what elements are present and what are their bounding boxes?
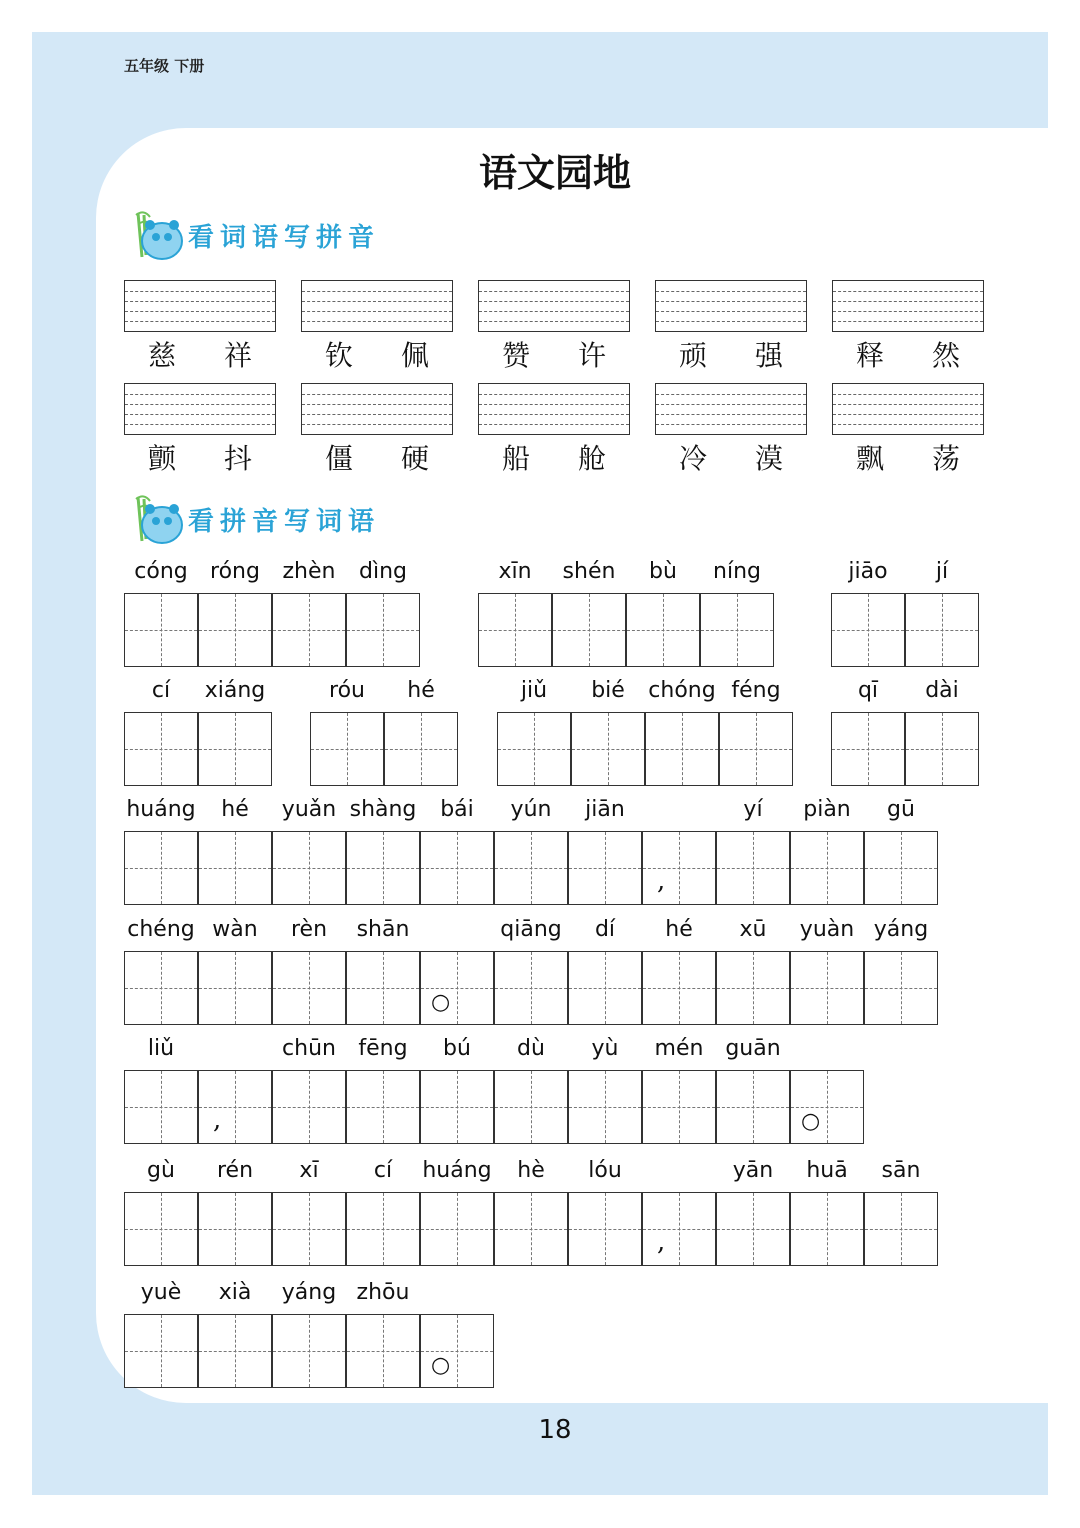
word-character: 祥	[223, 339, 252, 372]
character-grid-cell[interactable]	[642, 831, 716, 905]
pinyin-syllable: rén	[216, 1158, 254, 1183]
grid-guide-vertical	[161, 713, 162, 785]
grid-guide-vertical	[235, 1315, 236, 1387]
writing-line	[833, 321, 983, 322]
pinyin-syllable: xià	[218, 1280, 252, 1305]
character-grid-cell[interactable]	[124, 1314, 198, 1388]
character-grid-cell[interactable]	[719, 712, 793, 786]
pinyin-answer-box[interactable]	[478, 280, 630, 332]
character-grid-cell[interactable]	[568, 831, 642, 905]
pinyin-syllable: yí	[743, 797, 763, 822]
character-grid-cell[interactable]	[124, 951, 198, 1025]
word	[832, 334, 984, 374]
pinyin-answer-box[interactable]	[124, 383, 276, 435]
character-grid-cell[interactable]	[420, 1314, 494, 1388]
grid-guide-vertical	[605, 1071, 606, 1143]
pinyin-syllable: shén	[562, 559, 616, 584]
writing-line	[833, 404, 983, 405]
word-character: 颤	[147, 442, 176, 475]
word	[832, 437, 984, 477]
grid-guide-vertical	[309, 832, 310, 904]
character-grid-cell[interactable]	[864, 1192, 938, 1266]
pinyin-syllable: bái	[440, 797, 474, 822]
character-grid-cell[interactable]	[346, 1314, 420, 1388]
word-character: 抖	[223, 442, 252, 475]
character-grid-cell[interactable]	[568, 1192, 642, 1266]
pinyin-syllable: zhèn	[282, 559, 336, 584]
pinyin-syllable: hè	[517, 1158, 545, 1183]
pinyin-syllable: lóu	[588, 1158, 622, 1183]
character-grid-cell[interactable]	[494, 1070, 568, 1144]
grid-guide-vertical	[309, 1071, 310, 1143]
section-title: 看词语写拼音	[188, 223, 381, 253]
writing-line	[479, 404, 629, 405]
character-grid-cell[interactable]	[568, 951, 642, 1025]
character-grid-cell[interactable]	[790, 831, 864, 905]
pinyin-syllable: cí	[373, 1158, 393, 1183]
pinyin-syllable: mén	[654, 1036, 704, 1061]
character-grid-cell[interactable]	[420, 1192, 494, 1266]
character-grid-cell[interactable]	[198, 1314, 272, 1388]
grid-guide-vertical	[605, 832, 606, 904]
pinyin-syllable: dài	[925, 678, 959, 703]
grid-guide-vertical	[235, 713, 236, 785]
character-grid-cell[interactable]	[716, 1192, 790, 1266]
word-character: 强	[754, 339, 783, 372]
word-character: 船	[501, 442, 530, 475]
pinyin-syllable: yuè	[140, 1280, 182, 1305]
character-grid-cell[interactable]	[272, 1314, 346, 1388]
word	[124, 437, 276, 477]
pinyin-syllable: rèn	[290, 917, 328, 942]
grid-guide-vertical	[531, 1071, 532, 1143]
character-grid-cell[interactable]	[346, 593, 420, 667]
pinyin-syllable: xī	[299, 1158, 319, 1183]
pinyin-answer-box[interactable]	[655, 280, 807, 332]
pinyin-syllable: hé	[221, 797, 249, 822]
pinyin-syllable: shàng	[349, 797, 417, 822]
grid-guide-vertical	[161, 1315, 162, 1387]
pinyin-answer-box[interactable]	[655, 383, 807, 435]
writing-line	[833, 311, 983, 312]
pinyin-answer-box[interactable]	[301, 383, 453, 435]
character-grid-cell[interactable]	[494, 831, 568, 905]
pinyin-syllable: bú	[443, 1036, 471, 1061]
grid-guide-vertical	[534, 713, 535, 785]
grid-guide-vertical	[457, 1071, 458, 1143]
word	[655, 437, 807, 477]
word	[301, 437, 453, 477]
grade-label: 五年级 下册	[124, 57, 205, 75]
word-character: 顽	[678, 339, 707, 372]
character-grid-cell[interactable]	[716, 951, 790, 1025]
grid-guide-vertical	[531, 1193, 532, 1265]
character-grid-cell[interactable]	[478, 593, 552, 667]
grid-guide-vertical	[827, 952, 828, 1024]
pinyin-answer-box[interactable]	[832, 383, 984, 435]
grid-guide-vertical	[235, 1193, 236, 1265]
grid-guide-vertical	[383, 1193, 384, 1265]
writing-line	[302, 291, 452, 292]
grid-guide-vertical	[235, 832, 236, 904]
punctuation-mark: ○	[801, 1109, 821, 1134]
pinyin-syllable: yáng	[873, 917, 929, 942]
writing-line	[656, 321, 806, 322]
word	[478, 334, 630, 374]
pinyin-syllable: xiáng	[204, 678, 266, 703]
character-grid-cell[interactable]	[198, 831, 272, 905]
character-grid-cell[interactable]	[384, 712, 458, 786]
word-character: 漠	[754, 442, 783, 475]
writing-line	[833, 414, 983, 415]
pinyin-syllable: shān	[356, 917, 410, 942]
pinyin-syllable: yù	[591, 1036, 619, 1061]
character-grid-cell[interactable]	[905, 712, 979, 786]
pinyin-answer-box[interactable]	[832, 280, 984, 332]
pinyin-syllable: yuǎn	[281, 797, 337, 822]
character-grid-cell[interactable]	[645, 712, 719, 786]
grid-guide-vertical	[753, 1193, 754, 1265]
pinyin-syllable: jiān	[585, 797, 625, 822]
writing-line	[656, 301, 806, 302]
writing-line	[302, 301, 452, 302]
punctuation-mark: ,	[657, 1227, 666, 1257]
character-grid-cell[interactable]	[198, 712, 272, 786]
pinyin-syllable: wàn	[212, 917, 258, 942]
writing-line	[125, 414, 275, 415]
character-grid-cell[interactable]	[272, 831, 346, 905]
section-title: 看拼音写词语	[188, 507, 381, 537]
grid-guide-vertical	[679, 1071, 680, 1143]
character-grid-cell[interactable]	[790, 1192, 864, 1266]
grid-guide-vertical	[309, 952, 310, 1024]
grid-guide-vertical	[737, 594, 738, 666]
grid-guide-vertical	[383, 594, 384, 666]
pinyin-syllable: fēng	[358, 1036, 408, 1061]
grid-guide-vertical	[457, 1193, 458, 1265]
writing-line	[479, 424, 629, 425]
character-grid-cell[interactable]	[272, 1070, 346, 1144]
word	[655, 334, 807, 374]
grid-guide-vertical	[235, 594, 236, 666]
grid-guide-vertical	[457, 952, 458, 1024]
pinyin-syllable: huáng	[422, 1158, 492, 1183]
grid-guide-vertical	[235, 952, 236, 1024]
character-grid-cell[interactable]	[272, 593, 346, 667]
writing-line	[656, 404, 806, 405]
character-grid-cell[interactable]	[346, 951, 420, 1025]
word-character: 钦	[324, 339, 353, 372]
writing-line	[833, 291, 983, 292]
word-character: 舱	[577, 442, 606, 475]
pinyin-syllable: chóng	[648, 678, 716, 703]
writing-line	[125, 424, 275, 425]
grid-guide-vertical	[663, 594, 664, 666]
character-grid-cell[interactable]	[552, 593, 626, 667]
grid-guide-vertical	[383, 1315, 384, 1387]
page-title: 语文园地	[478, 150, 631, 195]
character-grid-cell[interactable]	[831, 593, 905, 667]
pinyin-syllable: gù	[147, 1158, 175, 1183]
character-grid-cell[interactable]	[124, 1192, 198, 1266]
pinyin-syllable: zhōu	[356, 1280, 410, 1305]
writing-line	[125, 301, 275, 302]
character-grid-cell[interactable]	[346, 1070, 420, 1144]
word-character: 僵	[324, 442, 353, 475]
grid-guide-vertical	[161, 1071, 162, 1143]
writing-line	[656, 394, 806, 395]
character-grid-cell[interactable]	[198, 1192, 272, 1266]
pinyin-syllable: guān	[725, 1036, 781, 1061]
character-grid-cell[interactable]	[790, 951, 864, 1025]
grid-guide-vertical	[161, 952, 162, 1024]
word-character: 释	[855, 339, 884, 372]
writing-line	[479, 311, 629, 312]
grid-guide-vertical	[753, 952, 754, 1024]
pinyin-syllable: hé	[407, 678, 435, 703]
character-grid-cell[interactable]	[494, 1192, 568, 1266]
pinyin-syllable: hé	[665, 917, 693, 942]
writing-line	[125, 291, 275, 292]
pinyin-answer-box[interactable]	[124, 280, 276, 332]
panda-icon	[124, 489, 188, 549]
pinyin-syllable: gū	[887, 797, 915, 822]
character-grid-cell[interactable]	[124, 712, 198, 786]
word-character: 佩	[400, 339, 429, 372]
character-grid-cell[interactable]	[642, 1070, 716, 1144]
character-grid-cell[interactable]	[700, 593, 774, 667]
character-grid-cell[interactable]	[790, 1070, 864, 1144]
grid-guide-vertical	[753, 1071, 754, 1143]
word-character: 慈	[147, 339, 176, 372]
character-grid-cell[interactable]	[346, 831, 420, 905]
pinyin-syllable: róng	[210, 559, 260, 584]
grid-guide-vertical	[756, 713, 757, 785]
grid-guide-vertical	[753, 832, 754, 904]
writing-line	[302, 414, 452, 415]
pinyin-syllable: liǔ	[147, 1036, 175, 1061]
pinyin-syllable: níng	[713, 559, 761, 584]
writing-line	[833, 301, 983, 302]
grid-guide-vertical	[235, 1071, 236, 1143]
character-grid-cell[interactable]	[716, 831, 790, 905]
grid-guide-vertical	[942, 594, 943, 666]
writing-line	[479, 414, 629, 415]
writing-line	[479, 301, 629, 302]
grid-guide-vertical	[457, 832, 458, 904]
panda-icon	[124, 205, 188, 265]
writing-line	[125, 404, 275, 405]
word	[478, 437, 630, 477]
writing-line	[302, 311, 452, 312]
character-grid-cell[interactable]	[626, 593, 700, 667]
grid-guide-vertical	[161, 1193, 162, 1265]
word-character: 飘	[855, 442, 884, 475]
grid-guide-vertical	[515, 594, 516, 666]
grid-guide-vertical	[383, 1071, 384, 1143]
pinyin-syllable: cóng	[134, 559, 188, 584]
grid-guide-vertical	[605, 952, 606, 1024]
character-grid-cell[interactable]	[905, 593, 979, 667]
pinyin-syllable: jiāo	[848, 559, 888, 584]
grid-guide-vertical	[679, 1193, 680, 1265]
character-grid-cell[interactable]	[310, 712, 384, 786]
grid-guide-vertical	[827, 1071, 828, 1143]
writing-line	[302, 424, 452, 425]
pinyin-syllable: dìng	[359, 559, 407, 584]
character-grid-cell[interactable]	[642, 951, 716, 1025]
word-character: 荡	[931, 442, 960, 475]
grid-guide-vertical	[309, 1193, 310, 1265]
character-grid-cell[interactable]	[568, 1070, 642, 1144]
character-grid-cell[interactable]	[124, 593, 198, 667]
pinyin-syllable: sān	[881, 1158, 921, 1183]
grid-guide-vertical	[531, 832, 532, 904]
grid-guide-vertical	[827, 1193, 828, 1265]
grid-guide-vertical	[309, 594, 310, 666]
grid-guide-vertical	[161, 832, 162, 904]
pinyin-syllable: piàn	[803, 797, 851, 822]
grid-guide-vertical	[421, 713, 422, 785]
grid-guide-vertical	[161, 594, 162, 666]
page-number: 18	[538, 1415, 572, 1445]
word	[301, 334, 453, 374]
pinyin-syllable: féng	[731, 678, 781, 703]
character-grid-cell[interactable]	[198, 593, 272, 667]
character-grid-cell[interactable]	[272, 1192, 346, 1266]
grid-guide-vertical	[347, 713, 348, 785]
writing-line	[302, 404, 452, 405]
grid-guide-vertical	[682, 713, 683, 785]
pinyin-syllable: huā	[806, 1158, 848, 1183]
character-grid-cell[interactable]	[420, 951, 494, 1025]
pinyin-syllable: qī	[857, 678, 879, 703]
writing-line	[479, 321, 629, 322]
word-character: 冷	[678, 442, 707, 475]
writing-line	[125, 394, 275, 395]
character-grid-cell[interactable]	[420, 1070, 494, 1144]
writing-line	[479, 291, 629, 292]
character-grid-cell[interactable]	[497, 712, 571, 786]
pinyin-syllable: qiāng	[500, 917, 562, 942]
character-grid-cell[interactable]	[124, 831, 198, 905]
punctuation-mark: ,	[657, 866, 666, 896]
grid-guide-vertical	[901, 1193, 902, 1265]
pinyin-syllable: dù	[517, 1036, 545, 1061]
grid-guide-vertical	[309, 1315, 310, 1387]
character-grid-cell[interactable]	[198, 951, 272, 1025]
word-character: 然	[931, 339, 960, 372]
pinyin-answer-box[interactable]	[301, 280, 453, 332]
pinyin-syllable: yáng	[281, 1280, 337, 1305]
pinyin-syllable: bié	[591, 678, 625, 703]
punctuation-mark: ○	[431, 1353, 451, 1378]
writing-line	[656, 291, 806, 292]
word-character: 赞	[501, 339, 530, 372]
grid-guide-vertical	[679, 832, 680, 904]
writing-line	[833, 394, 983, 395]
pinyin-syllable: jiǔ	[520, 678, 548, 703]
punctuation-mark: ,	[213, 1105, 222, 1135]
character-grid-cell[interactable]	[831, 712, 905, 786]
grid-guide-vertical	[901, 952, 902, 1024]
pinyin-syllable: xīn	[498, 559, 532, 584]
grid-guide-vertical	[383, 952, 384, 1024]
pinyin-syllable: cí	[151, 678, 171, 703]
grid-guide-vertical	[942, 713, 943, 785]
writing-line	[302, 321, 452, 322]
character-grid-cell[interactable]	[420, 831, 494, 905]
grid-guide-vertical	[605, 1193, 606, 1265]
pinyin-syllable: jí	[935, 559, 949, 584]
writing-line	[833, 424, 983, 425]
character-grid-cell[interactable]	[494, 951, 568, 1025]
character-grid-cell[interactable]	[198, 1070, 272, 1144]
pinyin-syllable: bù	[649, 559, 677, 584]
pinyin-syllable: chūn	[282, 1036, 336, 1061]
pinyin-syllable: dí	[594, 917, 616, 942]
punctuation-mark: ○	[431, 990, 451, 1015]
pinyin-syllable: xū	[739, 917, 767, 942]
word	[124, 334, 276, 374]
pinyin-syllable: yān	[732, 1158, 774, 1183]
grid-guide-vertical	[608, 713, 609, 785]
grid-guide-vertical	[827, 832, 828, 904]
writing-line	[479, 394, 629, 395]
writing-line	[302, 394, 452, 395]
grid-guide-vertical	[383, 832, 384, 904]
grid-guide-vertical	[868, 594, 869, 666]
pinyin-syllable: chéng	[127, 917, 195, 942]
grid-guide-vertical	[868, 713, 869, 785]
pinyin-syllable: yuàn	[799, 917, 855, 942]
character-grid-cell[interactable]	[124, 1070, 198, 1144]
grid-guide-vertical	[457, 1315, 458, 1387]
word-character: 硬	[400, 442, 429, 475]
character-grid-cell[interactable]	[346, 1192, 420, 1266]
writing-line	[125, 311, 275, 312]
pinyin-answer-box[interactable]	[478, 383, 630, 435]
pinyin-syllable: yún	[510, 797, 552, 822]
character-grid-cell[interactable]	[571, 712, 645, 786]
word-character: 许	[577, 339, 606, 372]
writing-line	[656, 311, 806, 312]
character-grid-cell[interactable]	[272, 951, 346, 1025]
grid-guide-vertical	[589, 594, 590, 666]
writing-line	[656, 424, 806, 425]
character-grid-cell[interactable]	[642, 1192, 716, 1266]
character-grid-cell[interactable]	[716, 1070, 790, 1144]
pinyin-syllable: huáng	[126, 797, 196, 822]
grid-guide-vertical	[679, 952, 680, 1024]
writing-line	[656, 414, 806, 415]
writing-line	[125, 321, 275, 322]
character-grid-cell[interactable]	[864, 831, 938, 905]
grid-guide-vertical	[531, 952, 532, 1024]
pinyin-syllable: róu	[329, 678, 365, 703]
character-grid-cell[interactable]	[864, 951, 938, 1025]
grid-guide-vertical	[901, 832, 902, 904]
